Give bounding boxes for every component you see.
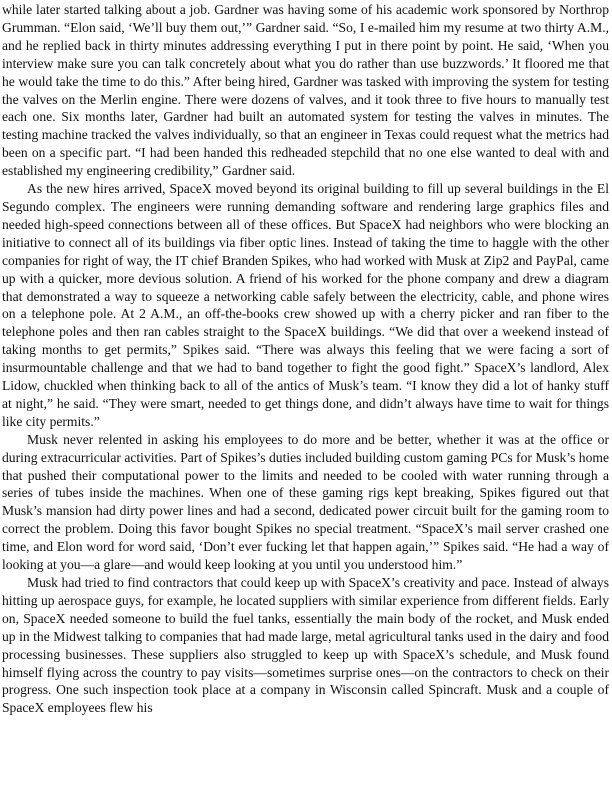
paragraph-2: As the new hires arrived, SpaceX moved beyond its original building to fill up several buildings in the El Segundo complex. The engineers were running demanding software and rendering large graphics files and needed high-speed connections between all of these offices. But SpaceX had neighbors who were blocking an initiative to connect all of its buildings via fiber optic lines. Instead of taking the time to haggle with the other companies for right of way, the IT chief Branden Spikes, who had worked with Musk at Zip2 and PayPal, came up with a quicker, more devious solution. A friend of his worked for the phone company and drew a diagram that demonstrated a way to squeeze a networking cable safely between the electricity, cable, and phone wires on a telephone pole. At 2 A.M., an off-the-books crew showed up with a cherry picker and ran fiber to the telephone poles and then ran cables straight to the SpaceX buildings. “We did that over a weekend instead of taking months to get permits,” Spikes said. “There was always this feeling that we were facing a sort of insurmountable challenge and that we had to band together to fight the good fight.” SpaceX’s landlord, Alex Lidow, chuckled when thinking back to all of the antics of Musk’s team. “I know they did a lot of hanky stuff at night,” he said. “They were smart, needed to get things done, and didn’t always have time to wait for things like city permits.” — [2, 181, 609, 429]
paragraph-3: Musk never relented in asking his employees to do more and be better, whether it was at the office or during extracurricular activities. Part of Spikes’s duties included building custom gaming PCs for Musk’s home that pushed their computational power to the limits and needed to be cooled with water running through a series of tubes inside the machines. When one of these gaming rigs kept breaking, Spikes figured out that Musk’s mansion had dirty power lines and had a second, dedicated power circuit built for the gaming room to correct the problem. Doing this favor bought Spikes no special treatment. “SpaceX’s mail server crashed one time, and Elon word for word said, ‘Don’t ever fucking let that happen again,’” Spikes said. “He had a way of looking at you—a glare—and would keep looking at you until you understood him.” — [2, 431, 609, 573]
paragraph-4: Musk had tried to find contractors that could keep up with SpaceX’s creativity and pace. Instead of always hitting up aerospace guys, for example, he located suppliers with similar experience from different fields. Early on, SpaceX needed someone to build the fuel tanks, essentially the main body of the rocket, and Musk ended up in the Midwest talking to companies that had made large, metal agricultural tanks used in the dairy and food processing businesses. These suppliers also struggled to keep up with SpaceX’s schedule, and Musk found himself flying across the country to pay visits—sometimes surprise ones—on the contractors to check on their progress. One such inspection took place at a company in Wisconsin called Spincraft. Musk and a couple of SpaceX employees flew his — [2, 575, 609, 716]
paragraph-1: while later started talking about a job. Gardner was having some of his academic work sponsored by Northrop Grumman. “Elon said, ‘We’ll buy them out,’” Gardner said. “So, I e-mailed him my resume at two thirty A.M., and he replied back in thirty minutes addressing everything I put in there point by point. He said, ‘When you interview make sure you can talk concretely about what you do rather than use buzzwords.’ It floored me that he would take the time to do this.” After being hired, Gardner was tasked with improving the system for testing the valves on the Merlin engine. There were dozens of valves, and it took three to five hours to manually test each one. Six months later, Gardner had built an automated system for testing the valves in minutes. The testing machine tracked the valves individually, so that an engineer in Texas could request what the metrics had been on a specific part. “I had been handed this redheaded stepchild that no one else wanted to deal with and established my engineering credibility,” Gardner said. — [2, 2, 609, 179]
book-page — [2, 1, 609, 717]
